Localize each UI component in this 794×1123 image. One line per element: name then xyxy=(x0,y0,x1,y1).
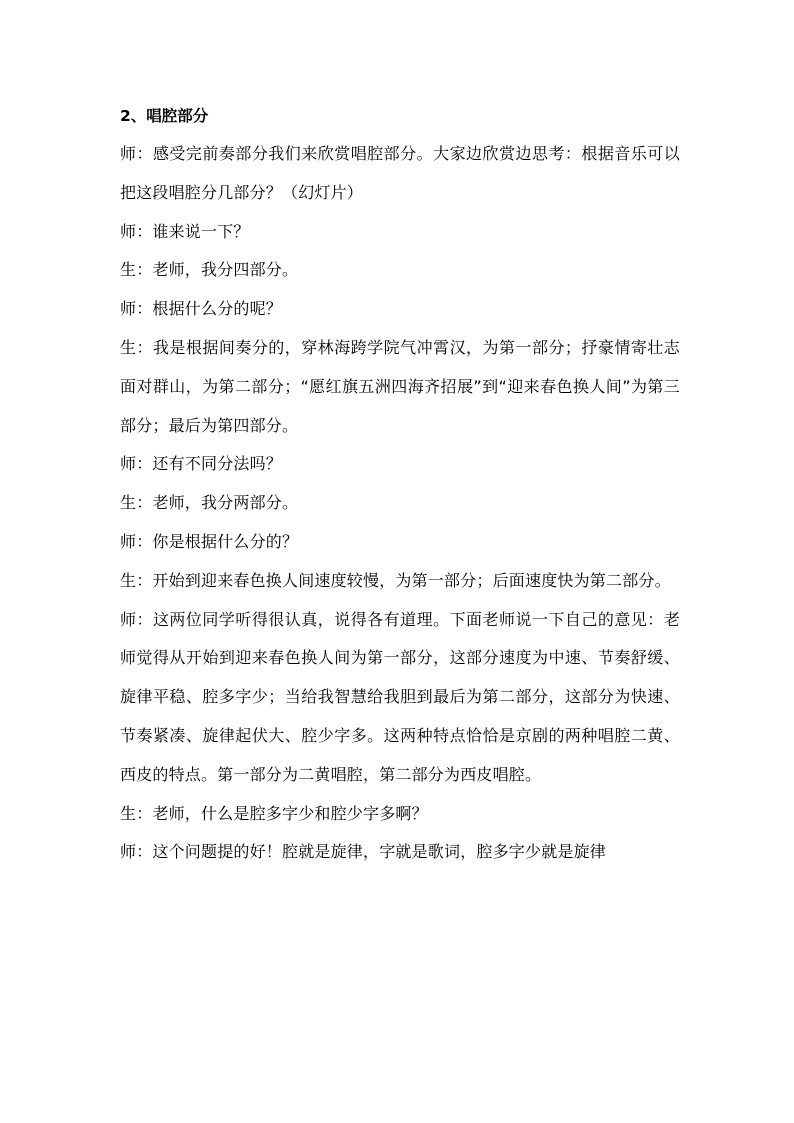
paragraph: 师：这个问题提的好！腔就是旋律，字就是歌词，腔多字少就是旋律 xyxy=(120,842,607,862)
paragraph: 师：感受完前奏部分我们来欣赏唱腔部分。大家边欣赏边思考：根据音乐可以把这段唱腔分几部分？（幻灯片） xyxy=(120,144,680,202)
paragraph: 生：我是根据间奏分的，穿林海跨学院气冲霄汉，为第一部分；抒豪情寄壮志面对群山，为第二部分；“愿红旗五洲四海齐招展”到“迎来春色换人间”为第三部分；最后为第四部分。 xyxy=(120,337,680,435)
paragraph: 师：根据什么分的呢？ xyxy=(120,299,283,319)
document-body xyxy=(120,97,680,872)
paragraph: 师：还有不同分法吗？ xyxy=(120,454,283,474)
paragraph: 生：老师，我分两部分。 xyxy=(120,493,299,513)
paragraph: 师：这两位同学听得很认真，说得各有道理。下面老师说一下自己的意见：老师觉得从开始到迎来春色换人间为第一部分，这部分速度为中速、节奏舒缓、旋律平稳、腔多字少；当给我智慧给我胆到最后为第二部分，这部分为快速、节奏紧凑、旋律起伏大、腔少字多。这两种特点恰恰是京剧的两种唱腔二黄、西皮的特点。第一部分为二黄唱腔，第二部分为西皮唱腔。 xyxy=(120,609,680,784)
paragraph: 生：老师，什么是腔多字少和腔少字多啊？ xyxy=(120,803,428,823)
paragraph: 师：你是根据什么分的？ xyxy=(120,531,299,551)
paragraph: 师：谁来说一下？ xyxy=(120,221,250,241)
paragraph: 生：老师，我分四部分。 xyxy=(120,260,299,280)
paragraph: 生：开始到迎来春色换人间速度较慢，为第一部分；后面速度快为第二部分。 xyxy=(120,570,671,590)
section-heading: 2、唱腔部分 xyxy=(120,107,209,125)
